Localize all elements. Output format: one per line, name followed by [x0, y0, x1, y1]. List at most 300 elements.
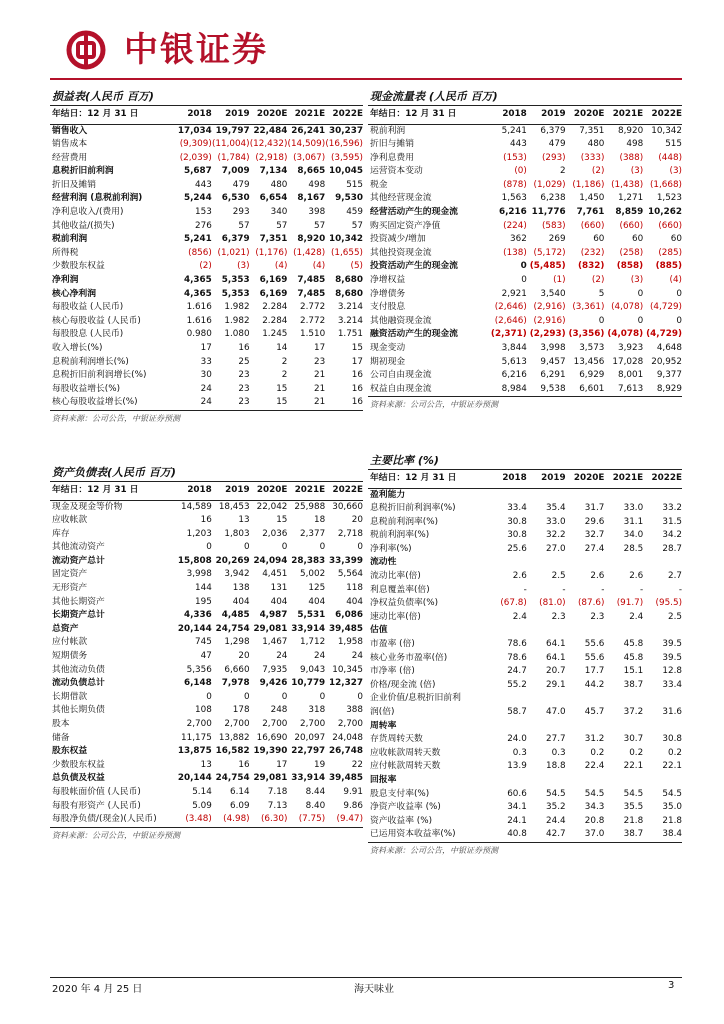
row-label: 核心业务市盈率(倍)	[370, 652, 448, 663]
cell-value: 54.5	[623, 788, 644, 799]
row-label: 市盈率 (倍)	[370, 639, 415, 650]
cell-value: (3)	[669, 166, 682, 177]
row-label: 已运用资本收益率(%)	[368, 828, 488, 842]
cell-value: 37.0	[566, 828, 605, 842]
row-label: 每股净负债/(现金)(人民币)	[50, 813, 174, 827]
cell-value: 44.2	[584, 679, 605, 690]
table-row	[368, 315, 682, 329]
cell-value: 57	[351, 220, 363, 231]
cell-value: 118	[346, 583, 363, 594]
cell-value: 35.4	[546, 503, 566, 514]
row-label: 净利润	[52, 275, 79, 286]
column-header-year: 2019	[212, 482, 250, 500]
cell-value	[604, 692, 643, 706]
cell-value: 2.7	[668, 571, 682, 582]
cell-value: 60	[670, 234, 682, 245]
cell-value: (232)	[580, 247, 605, 258]
cell-value: 60	[593, 234, 605, 245]
cell-value: 24.4	[546, 815, 566, 826]
cell-value: 15	[351, 343, 363, 353]
cell-value: 0	[319, 691, 326, 702]
cell-value	[488, 692, 527, 706]
cell-value: 30.7	[623, 734, 644, 745]
cell-value: 2.4	[512, 611, 527, 622]
table-row	[368, 801, 682, 815]
table-row	[50, 745, 363, 759]
cell-value: 54.5	[546, 788, 566, 799]
cell-value: 8,859	[615, 207, 644, 218]
cell-value: (878)	[503, 179, 527, 190]
table-row	[50, 759, 363, 773]
table-row	[368, 488, 682, 502]
footer-date: 2020 年 4 月 25 日	[52, 984, 143, 995]
cell-value: 0	[281, 691, 288, 702]
cell-value: 28.7	[662, 543, 682, 554]
cell-value: 16	[238, 759, 250, 770]
footer-divider	[50, 977, 682, 978]
cell-value: 22,797	[291, 746, 326, 757]
cell-value: (1,668)	[649, 179, 682, 190]
cell-value: 8,665	[297, 166, 326, 177]
row-label: 少数股东权益	[52, 759, 105, 770]
table-row	[368, 788, 682, 802]
cell-value: (16,596)	[325, 139, 363, 150]
cell-value: (9.47)	[325, 813, 363, 827]
cell-value: 8,680	[335, 288, 363, 299]
cell-value: 276	[195, 220, 212, 231]
row-label: 净利息收入/(费用)	[52, 207, 124, 218]
cell-value: 1.616	[186, 315, 212, 326]
cell-value	[566, 774, 605, 788]
cell-value: -	[523, 584, 527, 595]
row-label: 收入增长(%)	[52, 343, 103, 353]
cell-value: 10,045	[329, 166, 363, 177]
cell-value: 7,351	[259, 234, 288, 245]
cell-value: 9.91	[343, 786, 363, 797]
cell-value: 318	[308, 705, 326, 716]
cell-value: 4,987	[259, 610, 288, 621]
cell-value: (3)	[630, 275, 644, 286]
ratios-table	[368, 470, 682, 843]
column-header-year: 2022E	[643, 470, 682, 488]
cell-value: (333)	[580, 152, 605, 163]
cell-value: 6,216	[501, 370, 527, 381]
cell-value: 23	[238, 383, 250, 394]
cell-value: 19,797	[215, 125, 250, 136]
cell-value: 8,984	[488, 383, 527, 397]
cell-value: (2,918)	[255, 152, 288, 163]
cell-value: 16	[238, 343, 250, 353]
row-label: 期初现金	[370, 356, 406, 367]
row-label: 核心净利润	[52, 288, 96, 299]
cell-value: (2,646)	[494, 315, 527, 326]
cell-value: 0.2	[590, 747, 605, 758]
cell-value: 0.3	[551, 747, 566, 758]
table-row	[50, 165, 363, 179]
ratios-title: 主要比率 (%)	[368, 452, 682, 470]
cell-value: 24.7	[507, 666, 527, 677]
cell-value: 6,216	[498, 207, 527, 218]
table-row	[368, 165, 682, 179]
footer-page-number: 3	[668, 980, 675, 991]
cell-value: 22.1	[662, 761, 682, 772]
cell-value: 6,379	[540, 125, 566, 136]
cell-value: 6,148	[183, 678, 212, 689]
cell-value: 362	[510, 234, 527, 245]
cell-value: 1.510	[300, 329, 326, 340]
cell-value: 404	[346, 596, 363, 607]
row-label: 其他长期资产	[52, 596, 105, 607]
cell-value: 5.09	[192, 800, 212, 811]
cell-value: 55.6	[584, 652, 605, 663]
cell-value: 6,660	[224, 664, 250, 675]
row-label: 润(倍)	[370, 707, 395, 717]
cell-value: 1.751	[337, 329, 363, 340]
cell-value: -	[678, 584, 682, 595]
cell-value: 25	[238, 356, 250, 367]
cell-value: 125	[308, 583, 326, 594]
cell-value	[604, 488, 643, 502]
cell-value: 8,167	[297, 193, 326, 204]
cell-value: 2,700	[224, 719, 250, 729]
cell-value: 388	[346, 705, 363, 716]
row-label: 息税折旧前利润增长(%)	[52, 370, 147, 381]
cell-value	[643, 774, 682, 788]
cell-value: 3.214	[337, 302, 363, 313]
row-label: 储备	[52, 732, 70, 743]
cell-value: 25,988	[294, 501, 326, 512]
cell-value: 1,467	[262, 637, 288, 648]
row-label: 税金	[370, 179, 388, 190]
cell-value: 38.4	[643, 828, 682, 842]
balance-sheet	[50, 464, 363, 844]
page-header	[50, 26, 690, 76]
table-row	[368, 301, 682, 315]
cell-value: 1,298	[224, 637, 250, 648]
cell-value: 138	[232, 583, 250, 594]
cell-value: 0	[357, 691, 363, 702]
table-row	[368, 369, 682, 383]
row-label: 股息支付率(%)	[370, 788, 430, 799]
column-header-year: 2022E	[325, 482, 363, 500]
column-header-year: 2019	[527, 470, 566, 488]
cell-value: 7,978	[221, 678, 250, 689]
cell-value: 57	[238, 220, 250, 231]
cell-value: 404	[270, 596, 288, 607]
cell-value: (660)	[580, 220, 605, 231]
cell-value: 443	[195, 179, 212, 190]
cell-value: 515	[346, 179, 363, 190]
cell-value: 16	[325, 396, 363, 410]
cell-value: 2	[281, 356, 288, 367]
cell-value: 6,601	[566, 383, 605, 397]
cell-value: 6,086	[335, 610, 363, 621]
cell-value: 2,921	[501, 288, 527, 299]
cell-value: 55.2	[507, 679, 527, 690]
cell-value: 3,573	[579, 343, 605, 353]
cell-value: 2,718	[337, 528, 363, 539]
cell-value: 33.0	[546, 516, 566, 527]
row-label: 购买固定资产净值	[370, 220, 441, 231]
cell-value: 4,451	[262, 569, 288, 580]
cell-value: 6,929	[579, 370, 605, 381]
cell-value: 14	[276, 343, 288, 353]
cell-value: 1.080	[224, 329, 250, 340]
cell-value: 29.1	[546, 679, 566, 690]
cell-value: 17	[351, 356, 363, 367]
cell-value: (138)	[503, 247, 527, 258]
cell-value: 144	[195, 583, 212, 594]
cell-value: 29.6	[584, 516, 605, 527]
cell-value: (4,078)	[611, 302, 644, 313]
cell-value: 38.7	[604, 828, 643, 842]
cell-value: 5,356	[186, 664, 212, 675]
table-row	[368, 502, 682, 516]
row-label: 长期资产总计	[52, 610, 105, 621]
cell-value: 3,923	[618, 343, 644, 353]
cell-value: (4)	[274, 261, 288, 272]
row-label: 净利息费用	[370, 152, 414, 163]
cell-value: 0	[206, 691, 212, 702]
cell-value: 30	[200, 370, 212, 381]
table-row	[50, 274, 363, 288]
table-row	[368, 233, 682, 247]
cell-value: 10,345	[332, 664, 363, 675]
column-header-year: 2019	[212, 106, 250, 124]
table-row	[368, 383, 682, 397]
cell-value: 24,094	[253, 555, 288, 566]
cell-value: 4,648	[656, 343, 682, 353]
income-statement	[50, 88, 363, 427]
table-row	[50, 718, 363, 732]
table-row	[50, 342, 363, 356]
cell-value: 2.772	[300, 302, 326, 313]
cell-value: 2.3	[551, 611, 566, 622]
cell-value: 13	[200, 759, 212, 770]
table-row	[50, 206, 363, 220]
cell-value: 18	[313, 515, 326, 526]
cell-value: (660)	[619, 220, 644, 231]
cell-value: 33,399	[329, 555, 363, 566]
cell-value: (5)	[350, 261, 363, 272]
row-label: 资产收益率 (%)	[370, 815, 433, 826]
cell-value: (1,438)	[611, 179, 644, 190]
cell-value: 6,291	[540, 370, 566, 381]
row-label: 流动负债总计	[52, 678, 105, 689]
cell-value: 3,998	[540, 343, 566, 353]
cell-value: 2.5	[551, 571, 566, 582]
row-label: 总资产	[52, 623, 79, 634]
table-row	[368, 274, 682, 288]
cell-value	[527, 774, 566, 788]
table-row	[368, 815, 682, 829]
cell-value: (153)	[503, 152, 527, 163]
table-row	[50, 800, 363, 814]
cell-value: (2,039)	[179, 152, 212, 163]
cell-value: 78.6	[507, 652, 527, 663]
cell-value: (11,004)	[211, 139, 250, 150]
column-header-label: 年结日：12 月 31 日	[50, 482, 174, 500]
cell-value: 5,241	[501, 125, 527, 136]
row-label: 权益自由现金流	[368, 383, 488, 397]
cell-value: 5,564	[337, 569, 363, 580]
cell-value: 6,169	[259, 288, 288, 299]
cell-value: 5,613	[501, 356, 527, 367]
column-header-year: 2022E	[643, 106, 682, 124]
cell-value: 5.14	[192, 786, 212, 797]
row-label: 其他长期负债	[52, 705, 105, 716]
cell-value: 23	[238, 370, 250, 381]
cell-value: 2,700	[186, 719, 212, 729]
table-row	[50, 152, 363, 166]
row-label: 每股收益 (人民币)	[52, 302, 124, 313]
cell-value: 21.8	[623, 815, 644, 826]
cell-value: 24,048	[332, 732, 363, 743]
cell-value	[488, 556, 527, 570]
table-row	[50, 328, 363, 342]
cell-value	[566, 556, 605, 570]
table-row	[368, 543, 682, 557]
cell-value: 1,712	[300, 637, 326, 648]
cell-value: 17,034	[177, 125, 212, 136]
cell-value: (856)	[188, 247, 212, 258]
cell-value: 195	[195, 596, 212, 607]
table-row	[368, 342, 682, 356]
cell-value: 0	[637, 288, 644, 299]
column-header-year: 2018	[174, 106, 212, 124]
cell-value: 31.6	[662, 707, 682, 717]
table-row	[368, 597, 682, 611]
cell-value: 459	[346, 207, 363, 218]
cell-value: 27.4	[584, 543, 605, 554]
cell-value: 60	[631, 234, 644, 245]
cell-value: (1,021)	[217, 247, 250, 258]
cell-value: 8,920	[618, 125, 644, 136]
cell-value: 13.9	[507, 761, 527, 772]
cell-value: (4.98)	[212, 813, 250, 827]
row-label: 折旧及摊销	[52, 179, 96, 190]
cell-value: 7,485	[297, 275, 326, 286]
row-label: 速动比率(倍)	[370, 611, 421, 622]
cell-value: 2.284	[262, 302, 288, 313]
cell-value: 3,942	[224, 569, 250, 580]
income-source: 资料来源：公司公告，中银证券预测	[52, 413, 180, 423]
cell-value: 33,914	[291, 623, 326, 634]
cell-value: 0	[357, 542, 363, 553]
cell-value: 7,485	[297, 288, 326, 299]
cell-value	[604, 720, 643, 734]
cell-value: 7.13	[267, 800, 288, 811]
table-row	[368, 124, 682, 138]
cell-value: 7,761	[576, 207, 605, 218]
row-label: 净利率(%)	[370, 543, 412, 554]
cell-value: 8,001	[618, 370, 644, 381]
cell-value: 293	[232, 207, 250, 218]
row-label: 短期债务	[52, 651, 88, 662]
cell-value: 9,377	[656, 370, 682, 381]
cell-value: 1,523	[656, 193, 682, 204]
row-label: 少数股东权益	[52, 261, 105, 272]
cell-value: (3,595)	[330, 152, 363, 163]
cell-value: 0.2	[629, 747, 644, 758]
table-row	[50, 192, 363, 206]
cell-value: 20	[238, 651, 250, 662]
cell-value	[604, 624, 643, 638]
income-table	[50, 106, 363, 411]
table-row	[50, 500, 363, 514]
table-row	[368, 774, 682, 788]
row-label: 融资活动产生的现金流	[370, 329, 458, 340]
row-label: 总负债及权益	[52, 773, 105, 784]
cell-value: (4,729)	[646, 329, 682, 340]
cell-value	[527, 720, 566, 734]
cell-value: 21	[313, 370, 326, 381]
cell-value: 28.5	[623, 543, 644, 554]
cell-value: (2)	[591, 275, 605, 286]
cell-value: 40.8	[488, 828, 527, 842]
cell-value: 340	[270, 207, 288, 218]
row-label: 核心每股收益 (人民币)	[52, 315, 141, 326]
cell-value: -	[640, 584, 644, 595]
cell-value: 5,353	[221, 288, 250, 299]
table-row	[50, 220, 363, 234]
row-label: 息税前利润增长(%)	[52, 356, 129, 367]
row-label: 公司自由现金流	[370, 370, 432, 381]
cell-value: (4)	[312, 261, 326, 272]
cell-value: 16	[351, 370, 363, 381]
cell-value: 5	[598, 288, 605, 299]
cell-value: 0	[676, 288, 682, 299]
cell-value: (2,916)	[533, 302, 566, 313]
cell-value: 20,144	[177, 773, 212, 784]
table-row	[368, 138, 682, 152]
cell-value: 15,808	[177, 555, 212, 566]
row-label: 经营利润 (息税前利润)	[52, 193, 143, 204]
row-label: 净权益负债率(%)	[370, 598, 439, 609]
cell-value: 17,028	[612, 356, 644, 367]
row-label: 库存	[52, 528, 70, 539]
cell-value: 20.7	[546, 666, 566, 677]
table-row	[50, 623, 363, 637]
cell-value: 45.8	[623, 639, 644, 650]
balance-source: 资料来源：公司公告，中银证券预测	[52, 830, 180, 840]
cell-value: 0	[281, 542, 288, 553]
cell-value: 78.6	[507, 639, 527, 650]
cell-value: 30.8	[507, 530, 527, 541]
row-label: 每股有形资产 (人民币)	[52, 800, 141, 811]
cell-value: 15	[276, 515, 288, 526]
cell-value: 17.7	[584, 666, 605, 677]
cell-value: 24	[174, 396, 212, 410]
table-row	[368, 624, 682, 638]
cell-value: (4,729)	[649, 302, 682, 313]
ratios-source: 资料来源：公司公告，中银证券预测	[370, 845, 498, 855]
cell-value: 0	[319, 542, 326, 553]
row-label: 息税折旧前利润率(%)	[370, 503, 456, 514]
cell-value	[566, 720, 605, 734]
cell-value: 2,377	[300, 528, 326, 539]
cashflow-table	[368, 106, 682, 397]
cell-value: 55.6	[584, 639, 605, 650]
row-label: 股东权益	[52, 746, 88, 757]
cell-value: 60.6	[507, 788, 527, 799]
cell-value: 9,426	[259, 678, 288, 689]
row-label: 盈利能力	[370, 489, 406, 500]
cell-value: 31.1	[623, 516, 644, 527]
column-header-year: 2019	[527, 106, 566, 124]
cell-value	[488, 624, 527, 638]
header-divider	[50, 78, 682, 80]
